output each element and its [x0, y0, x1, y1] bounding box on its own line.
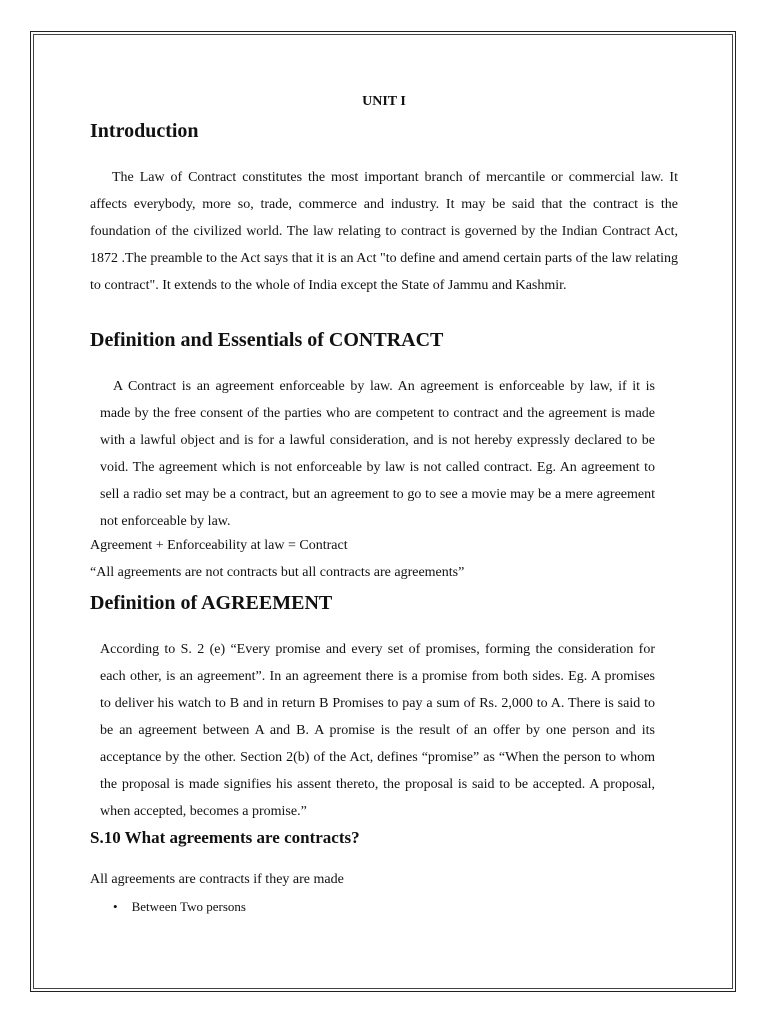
heading-introduction: Introduction: [90, 120, 199, 142]
unit-title: UNIT I: [362, 94, 406, 109]
heading-s10: S.10 What agreements are contracts?: [90, 828, 360, 847]
s10-intro: All agreements are contracts if they are made: [90, 872, 344, 887]
paragraph-introduction: The Law of Contract constitutes the most important branch of mercantile or commercial law. It affects everybody, more so, trade, commerce and industry. It may be said that the contract is the foundation of the civilized world. The law relating to contract is governed by the Indian Contract Act, 1872 .The preamble to the Act says that it is an Act "to define and amend certain parts of the law relating to contract". It extends to the whole of India except the State of Jammu and Kashmir.: [90, 170, 678, 293]
contract-formula: Agreement + Enforceability at law = Contract: [90, 538, 348, 553]
list-item-text: Between Two persons: [131, 899, 246, 914]
bullet-icon: •: [113, 899, 118, 914]
paragraph-definition-contract: A Contract is an agreement enforceable by law. An agreement is enforceable by law, if it is made by the free consent of the parties who are competent to contract and the agreement is made with a lawful object and is for a lawful consideration, and is not hereby expressly declared to be void. The agreement which is not enforceable by law is not called contract. Eg. An agreement to sell a radio set may be a contract, but an agreement to go to see a movie may be a mere agreement not enforceable by law.: [100, 379, 655, 529]
contract-quote: “All agreements are not contracts but all contracts are agreements”: [90, 565, 465, 580]
list-item: [113, 899, 246, 915]
heading-definition-agreement: Definition of AGREEMENT: [90, 592, 333, 614]
heading-definition-contract: Definition and Essentials of CONTRACT: [90, 329, 444, 351]
paragraph-definition-agreement: According to S. 2 (e) “Every promise and every set of promises, forming the consideration for each other, is an agreement”. In an agreement there is a promise from both sides. Eg. A promises to deliver his watch to B and in return B Promises to pay a sum of Rs. 2,000 to A. There is said to be an agreement between A and B. A promise is the result of an offer by one person and its acceptance by the other. Section 2(b) of the Act, defines “promise” as “When the person to whom the proposal is made signifies his assent thereto, the proposal is said to be accepted. A proposal, when accepted, becomes a promise.”: [100, 642, 655, 819]
